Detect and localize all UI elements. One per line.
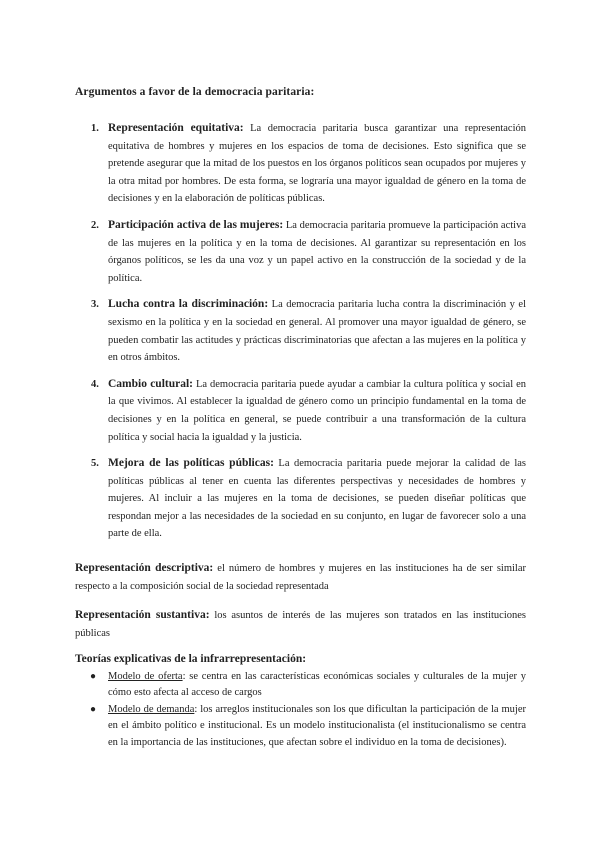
item-text: La democracia paritaria promueve la participación activa de las mujeres en la política y en la toma de decisiones. Al garantizar su representación en los órganos políticos, se les da una voz y un papel activo en la construcción de la sociedad y de la política. bbox=[108, 219, 526, 284]
list-item bbox=[90, 702, 526, 751]
list-item bbox=[91, 120, 526, 208]
bullet-icon: ● bbox=[90, 671, 97, 682]
bullet-icon: ● bbox=[90, 703, 97, 715]
substantive-term: Representación sustantiva: bbox=[75, 609, 210, 621]
item-number: 2. bbox=[91, 219, 99, 231]
substantive-text: los asuntos de interés de las mujeres son tratados en las instituciones públicas bbox=[75, 610, 526, 639]
item-term: Participación activa de las mujeres: bbox=[108, 218, 284, 231]
item-number: 5. bbox=[91, 458, 99, 470]
item-term: Lucha contra la discriminación: bbox=[108, 298, 269, 311]
item-text: La democracia paritaria puede mejorar la calidad de las políticas públicas al tener en cuenta las diferentes perspectivas y necesidades de hombres y mujeres. Al incluir a las mujeres en la toma de decisiones, se pueden diseñar políticas que respondan mejor a las necesidades de la sociedad en su conjunto, en lugar de favorecer solo a una parte de ella. bbox=[108, 458, 526, 540]
item-text: La democracia paritaria busca garantizar una representación equitativa de hombres y mujeres en los espacios de toma de decisiones. Esto significa que se pretende asegurar que la mitad de los puestos en los órganos políticos sean ocupados por mujeres y la otra mitad por hombres. De esta forma, se lograría una mayor igualdad de género en la toma de decisiones y en la elaboración de políticas públicas. bbox=[108, 123, 526, 205]
substantive-representation bbox=[75, 607, 526, 642]
item-text: La democracia paritaria puede ayudar a cambiar la cultura política y social en la que vivimos. Al establecer la igualdad de género como un principio fundamental en la toma de decisiones y en la política en general, se puede contribuir a una transformación de la cultura política y social hacia la igualdad y la justicia. bbox=[108, 378, 526, 443]
item-term: Cambio cultural: bbox=[108, 377, 193, 390]
list-item bbox=[91, 455, 526, 543]
item-number: 1. bbox=[91, 123, 99, 134]
model-text: : los arreglos institucionales son los que dificultan la participación de la mujer en el ámbito político e institucional. Es un modelo institucionalista (el institucionalismo se centra en la importancia de las instituciones, que afectan sobre el individuo en la toma de decisiones). bbox=[108, 703, 526, 748]
model-name: Modelo de demanda bbox=[108, 703, 195, 715]
item-term: Mejora de las políticas públicas: bbox=[108, 457, 274, 470]
item-number: 3. bbox=[91, 299, 99, 311]
list-item bbox=[91, 376, 526, 446]
list-item bbox=[91, 217, 526, 287]
theories-heading: Teorías explicativas de la infrarrepresentación: bbox=[75, 653, 307, 665]
item-number: 4. bbox=[91, 378, 99, 390]
section-heading: Argumentos a favor de la democracia paritaria: bbox=[75, 86, 315, 98]
item-text: La democracia paritaria lucha contra la discriminación y el sexismo en la política y en la sociedad en general. Al promover una mayor igualdad de género, se pueden combatir las actitudes y prácticas discriminatorias que afectan a las mujeres en la política y en otros ámbitos. bbox=[108, 299, 526, 364]
descriptive-text: el número de hombres y mujeres en las instituciones ha de ser similar respecto a la composición social de la sociedad representada bbox=[75, 563, 527, 592]
theories-list bbox=[90, 669, 526, 751]
model-text: : se centra en las características económicas sociales y culturales de la mujer y cómo esto afecta al acceso de cargos bbox=[108, 671, 526, 699]
item-term: Representación equitativa: bbox=[108, 122, 244, 134]
list-item bbox=[91, 296, 526, 366]
descriptive-term: Representación descriptiva: bbox=[75, 562, 214, 574]
arguments-list bbox=[91, 120, 526, 552]
list-item bbox=[90, 669, 526, 702]
model-name: Modelo de oferta bbox=[108, 671, 183, 682]
descriptive-representation bbox=[75, 560, 526, 595]
